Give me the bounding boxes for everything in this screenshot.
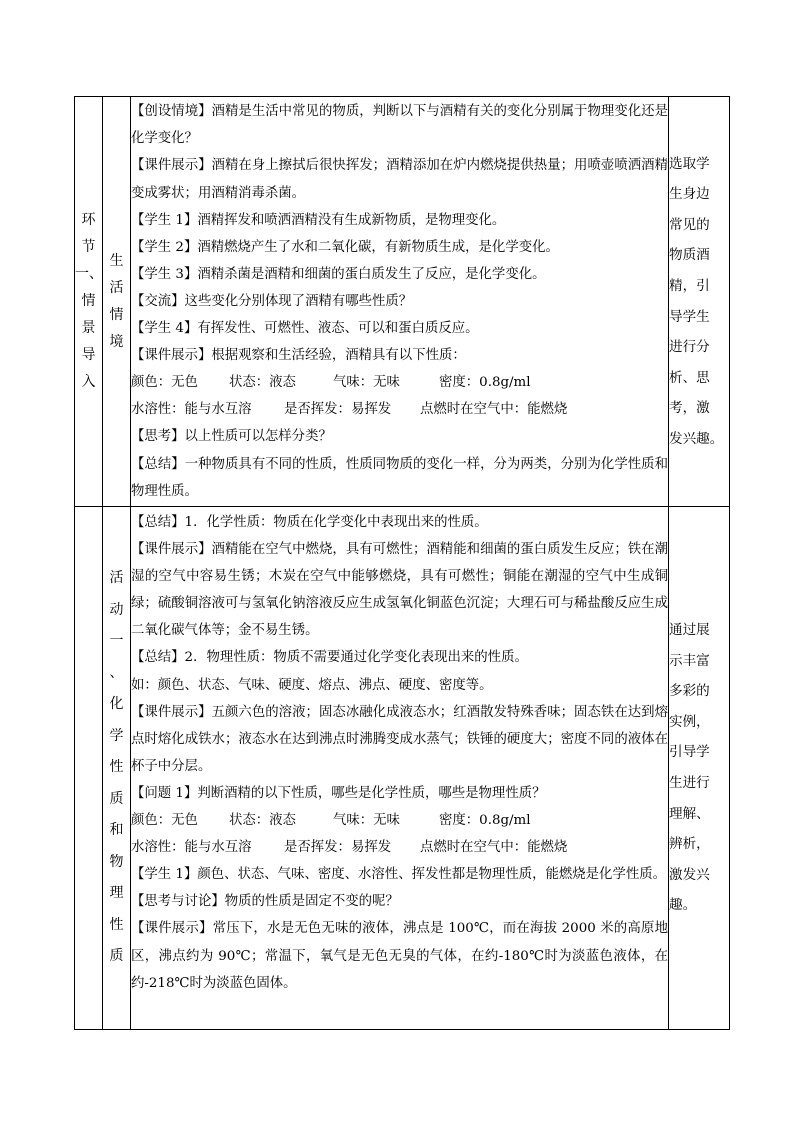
content-paragraph: 【课件展示】常压下，水是无色无味的液体，沸点是 100℃，而在海拔 2000 米的高原地区，沸点约为 90℃；常温下，氧气是无色无臭的气体，在约-180℃时为淡蓝色液体，在约-218℃时为淡蓝色固体。: [131, 921, 668, 991]
properties-line: [131, 834, 668, 861]
lesson-plan-table: [74, 96, 730, 1030]
design-intent-cell: [669, 97, 730, 507]
content-paragraph: 如：颜色、状态、气味、硬度、熔点、沸点、硬度、密度等。: [131, 677, 493, 693]
content-paragraph: 【交流】这些变化分别体现了酒精有哪些性质？: [131, 293, 413, 309]
note-line: 精，引: [669, 277, 710, 294]
activity-cell: [103, 97, 131, 507]
content-paragraph: 【总结】一种物质具有不同的性质，性质同物质的变化一样，分为两类，分别为化学性质和物理性质。: [131, 456, 668, 499]
content-paragraph: 【思考】以上性质可以怎样分类？: [131, 429, 332, 445]
note-line: 通过展: [669, 622, 710, 639]
property-density: 密度：0.8g/ml: [439, 813, 531, 829]
property-state: 状态：液态: [229, 813, 296, 829]
note-line: 生进行: [669, 775, 710, 791]
property-flammability: 点燃时在空气中：能燃烧: [420, 840, 568, 856]
teaching-content-cell: [131, 97, 669, 507]
note-line: 常见的: [669, 216, 710, 233]
note-line: 激发兴: [669, 866, 710, 883]
content-paragraph: 【课件展示】五颜六色的溶液；固态冰融化成液态水；红酒散发特殊香味；固态铁在达到熔点时熔化成铁水；液态水在达到沸点时沸腾变成水蒸气；铁锤的硬度大；密度不同的液体在杯子中分层。: [131, 704, 668, 774]
note-line: 辨析，: [669, 836, 710, 853]
activity-char: 化: [109, 696, 124, 713]
activity-char: 物: [109, 853, 124, 870]
stage-char: 一、: [75, 266, 103, 282]
content-paragraph: 【总结】2．物理性质：物质不需要通过化学变化表现出来的性质。: [131, 650, 528, 666]
content-paragraph: 【总结】1．化学性质：物质在化学变化中表现出来的性质。: [131, 515, 488, 530]
activity-char: 、: [109, 664, 124, 681]
activity-char: 情: [109, 306, 124, 323]
activity-char: 和: [109, 822, 124, 839]
table-row: [75, 97, 730, 507]
note-line: 析、思: [669, 369, 710, 386]
content-paragraph: 【学生 4】有挥发性、可燃性、液态、可以和蛋白质反应。: [131, 321, 479, 337]
note-line: 进行分: [669, 339, 710, 356]
stage-char: 入: [81, 374, 96, 390]
stage-char: 景: [81, 320, 96, 336]
properties-line: [131, 369, 668, 396]
activity-char: 境: [109, 333, 124, 350]
activity-char: 质: [109, 790, 124, 807]
activity-cell: [103, 507, 131, 1030]
stage-char: 导: [81, 347, 96, 363]
note-line: 选取学: [669, 155, 710, 172]
activity-char: 活: [109, 279, 124, 296]
property-solubility: 水溶性：能与水互溶: [131, 840, 252, 856]
property-color: 颜色：无色: [131, 375, 198, 391]
activity-char: 质: [109, 948, 124, 965]
content-paragraph: 【创设情境】酒精是生活中常见的物质，判断以下与酒精有关的变化分别属于物理变化还是化学变化？: [131, 104, 668, 147]
properties-line: [131, 807, 668, 834]
stage-cell-empty: [75, 507, 103, 1030]
property-flammability: 点燃时在空气中：能燃烧: [420, 402, 568, 418]
activity-char: 活: [109, 570, 124, 587]
note-line: 发兴趣。: [669, 430, 724, 447]
activity-char: 生: [109, 252, 124, 269]
activity-char: 性: [109, 916, 124, 933]
stage-char: 情: [81, 293, 96, 309]
property-volatility: 是否挥发：易挥发: [284, 840, 392, 856]
property-odor: 气味：无味: [333, 813, 400, 829]
content-paragraph: 【学生 2】酒精燃烧产生了水和二氧化碳，有新物质生成，是化学变化。: [131, 239, 559, 255]
content-paragraph: 【思考与讨论】物质的性质是固定不变的呢？: [131, 894, 399, 910]
property-solubility: 水溶性：能与水互溶: [131, 402, 252, 418]
content-paragraph: 【学生 3】酒精杀菌是酒精和细菌的蛋白质发生了反应，是化学变化。: [131, 266, 546, 282]
property-density: 密度：0.8g/ml: [439, 375, 531, 391]
note-line: 理解、: [669, 805, 710, 822]
note-line: 生身边: [669, 186, 710, 203]
activity-char: 一: [109, 633, 124, 650]
property-state: 状态：液态: [229, 375, 296, 391]
stage-char: 环: [81, 212, 96, 228]
content-paragraph: 【问题 1】判断酒精的以下性质，哪些是化学性质，哪些是物理性质？: [131, 785, 546, 801]
content-paragraph: 【课件展示】酒精能在空气中燃烧，具有可燃性；酒精能和细菌的蛋白质发生反应；铁在潮湿的空气中容易生锈；木炭在空气中能够燃烧，具有可燃性；铜能在潮湿的空气中生成铜绿；硫酸铜溶液可与氢氧化钠溶液反应生成氢氧化铜蓝色沉淀；大理石可与稀盐酸反应生成二氧化碳气体等；金不易生锈。: [131, 542, 668, 639]
table-row: [75, 507, 730, 1030]
property-color: 颜色：无色: [131, 813, 198, 829]
note-line: 趣。: [669, 897, 697, 914]
content-paragraph: 【课件展示】酒精在身上擦拭后很快挥发；酒精添加在炉内燃烧提供热量；用喷壶喷洒酒精变成雾状；用酒精消毒杀菌。: [131, 158, 668, 201]
content-paragraph: 【学生 1】颜色、状态、气味、密度、水溶性、挥发性都是物理性质，能燃烧是化学性质。: [131, 867, 667, 883]
property-volatility: 是否挥发：易挥发: [284, 402, 392, 418]
teaching-content-cell: [131, 507, 669, 1030]
note-line: 多彩的: [669, 683, 710, 700]
stage-char: 节: [81, 239, 96, 255]
activity-char: 性: [109, 759, 124, 776]
property-odor: 气味：无味: [333, 375, 400, 391]
content-paragraph: 【学生 1】酒精挥发和喷洒酒精没有生成新物质，是物理变化。: [131, 212, 506, 228]
note-line: 导学生: [669, 308, 710, 325]
content-paragraph: 【课件展示】根据观察和生活经验，酒精具有以下性质：: [131, 348, 466, 364]
activity-char: 动: [109, 601, 124, 618]
stage-cell: [75, 97, 103, 507]
note-line: 示丰富: [669, 652, 710, 669]
activity-char: 理: [109, 885, 124, 902]
properties-line: [131, 396, 668, 423]
note-line: 引导学: [669, 744, 710, 761]
note-line: 考，激: [669, 400, 710, 417]
design-intent-cell: [669, 507, 730, 1030]
activity-char: 学: [109, 727, 124, 744]
note-line: 物质酒: [669, 247, 710, 264]
note-line: 实例，: [669, 713, 710, 730]
